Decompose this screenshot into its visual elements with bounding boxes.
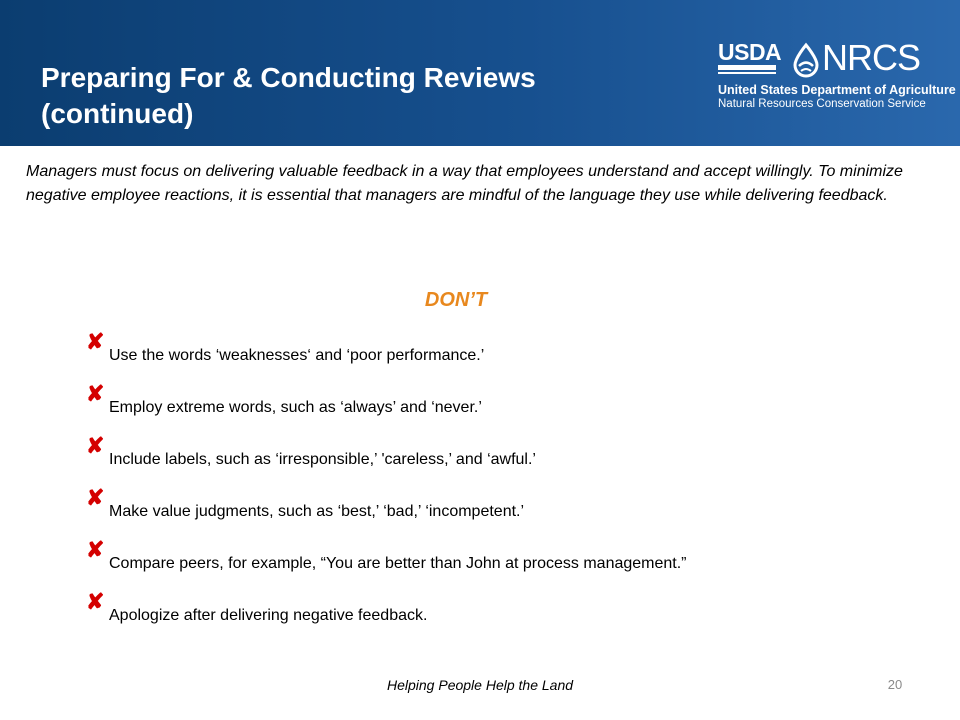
list-item-text: Use the words ‘weaknesses‘ and ‘poor performance.’ (109, 347, 485, 364)
usda-nrcs-logo (718, 37, 956, 112)
x-mark-icon: ✘ (86, 485, 105, 510)
list-item-text: Employ extreme words, such as ‘always’ and ‘never.’ (109, 399, 482, 416)
nrcs-wordmark: NRCS (822, 37, 921, 78)
list-item-text: Apologize after delivering negative feedback. (109, 607, 428, 624)
list-item-text: Compare peers, for example, “You are better than John at process management.” (109, 555, 687, 572)
list-item (86, 381, 936, 436)
list-item-text: Make value judgments, such as ‘best,’ ‘bad,’ ‘incompetent.’ (109, 503, 525, 520)
slide-title-line-1: Preparing For & Conducting Reviews (41, 62, 536, 93)
usda-wordmark: USDA (718, 39, 782, 65)
usda-underline (718, 65, 776, 70)
x-mark-icon: ✘ (86, 329, 105, 354)
x-mark-icon: ✘ (86, 537, 105, 562)
intro-paragraph: Managers must focus on delivering valuable feedback in a way that employees understand and accept willingly. To minimize negative employee reactions, it is essential that managers are mindful of the language they use while delivering feedback. (26, 163, 903, 204)
dont-list (86, 329, 936, 644)
dont-heading: DON’T (424, 289, 488, 311)
footer-tagline: Helping People Help the Land (386, 677, 574, 693)
list-item (86, 433, 936, 488)
header-banner (0, 0, 960, 146)
agency-name: United States Department of Agriculture (718, 83, 956, 97)
page-number: 20 (887, 677, 903, 692)
usda-underline-thin (718, 72, 776, 74)
list-item (86, 485, 936, 540)
list-item (86, 537, 936, 592)
list-item (86, 329, 936, 384)
service-name: Natural Resources Conservation Service (718, 98, 926, 110)
x-mark-icon: ✘ (86, 381, 105, 406)
water-drop-icon (788, 42, 824, 78)
slide-title-line-2: (continued) (41, 98, 194, 129)
x-mark-icon: ✘ (86, 433, 105, 458)
slide-title (41, 60, 641, 132)
list-item-text: Include labels, such as ‘irresponsible,’ 'careless,’ and ‘awful.’ (109, 451, 536, 468)
list-item (86, 589, 936, 644)
x-mark-icon: ✘ (86, 589, 105, 614)
